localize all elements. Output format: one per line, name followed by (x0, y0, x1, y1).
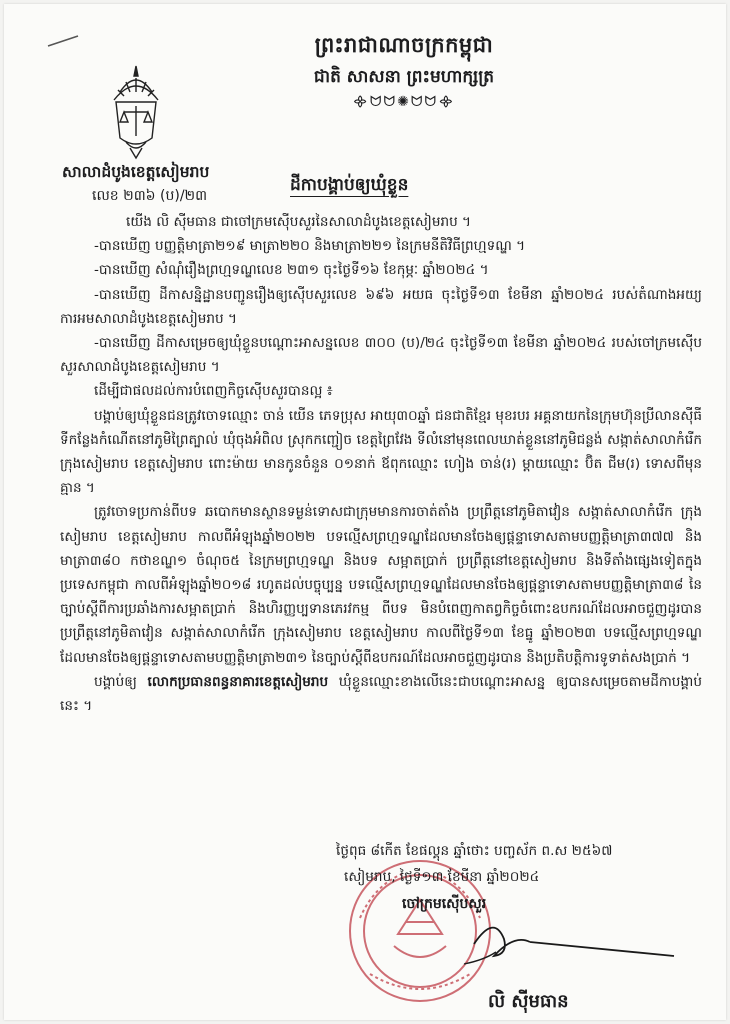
paragraph: បង្គាប់ឲ្យឃុំខ្លួនជនត្រូវចោទឈ្មោះ ចាន់ យើន ភេទប្រុស អាយុ៣០ឆ្នាំ ជនជាតិខ្មែរ មុខរបរ អគ្គនាយកនៃក្រុមហ៊ុនប្រីលានស៊ីធី ទីកន្លែងកំណើតនៅភូមិព្រៃត្បាល់ ឃុំចុងអំពិល ស្រុកកញ្ជៀច ខេត្តព្រៃវែង ទីលំនៅមុនពេលឃាត់ខ្លួននៅភូមិជន្លង់ សង្កាត់សាលាកំរើក ក្រុងសៀមរាប ខេត្តសៀមរាប ពោះម៉ាយ មានកូនចំនួន ០១នាក់ ឪពុកឈ្មោះ ហៀង ចាន់(រ) ម្ដាយឈ្មោះ ប៊ិត ជីម(រ) ទោសពីមុនគ្មាន ។ (60, 407, 702, 497)
pen-mark (46, 34, 80, 48)
paragraph: យើង លិ ស៊ីមធាន ជាចៅក្រមស៊ើបសួរនៃសាលាដំបូងខេត្តសៀមរាប ។ (126, 214, 471, 230)
closing-paragraph (60, 670, 702, 718)
national-motto: ជាតិ សាសនា ព្រះមហាក្សត្រ (313, 67, 495, 87)
paragraph: -បានឃើញ ដីកាសន្និដ្ឋានបញ្ជូនរឿងឲ្យស៊ើបសួរលេខ ៦៩៦ អយធ ចុះថ្ងៃទី១៣ ខែមីនា ឆ្នាំ២០២៤ របស់តំណាងអយ្យការអមសាលាដំបូងខេត្តសៀមរាប ។ (60, 286, 702, 327)
closing-prefix: បង្គាប់ឲ្យ (94, 673, 137, 690)
signer-name: លិ ស៊ីមធាន (488, 991, 569, 1012)
court-emblem-icon (104, 62, 168, 160)
closing-suffix: ឃុំខ្លួនឈ្មោះខាងលើនេះជាបណ្ដោះអាសន្ន ឲ្យបានសម្រេចតាមដីកាបង្គាប់នេះ ។ (60, 673, 702, 715)
paragraph: -បានឃើញ ដីកាសម្រេចឲ្យឃុំខ្លួនបណ្ដោះអាសន្នលេខ ៣០០ (ប)/២៤ ចុះថ្ងៃទី១៣ ខែមីនា ឆ្នាំ២០២៤ របស់ចៅក្រមស៊ើបសួរសាលាដំបូងខេត្តសៀមរាប ។ (60, 335, 702, 376)
handwritten-signature (434, 904, 684, 994)
closing-recipient: លោកប្រធានពន្ធនាគារខេត្តសៀមរាប (147, 673, 329, 690)
document-title: ដីកាបង្គាប់ឲ្យឃុំខ្លួន (290, 175, 409, 195)
kingdom-heading: ព្រះរាជាណាចក្រកម្ពុជា (314, 33, 494, 57)
paragraph: -បានឃើញ សំណុំរឿងព្រហ្មទណ្ឌលេខ ២៣១ ចុះថ្ងៃទី១៦ ខែកុម្ភៈ ឆ្នាំ២០២៤ ។ (94, 262, 489, 279)
lunar-date: ថ្ងៃពុធ ៨កើត ខែផល្គុន ឆ្នាំថោះ បញ្ចស័ក ព.ស ២៥៦៧ (336, 843, 613, 859)
paragraph: -បានឃើញ បញ្ញត្តិមាត្រា២១៩ មាត្រា២២០ និងមាត្រា២២១ នៃក្រមនីតិវិធីព្រហ្មទណ្ឌ ។ (94, 238, 526, 255)
ornament-divider: ᯽ᗢᗢ✺ᗢᗢ᯽ (352, 94, 456, 110)
document-page (4, 4, 726, 1020)
paragraph: ត្រូវចោទប្រកាន់ពីបទ ឆបោកមានស្ថានទម្ងន់ទោសជាក្រុមមានការចាត់តាំង ប្រព្រឹត្តនៅភូមិតាវៀន សង្កាត់សាលាកំរើក ក្រុងសៀមរាប ខេត្តសៀមរាប កាលពីអំឡុងឆ្នាំ២០២២ បទល្មើសព្រហ្មទណ្ឌដែលមានចែងឲ្យផ្ដន្ទាទោសតាមបញ្ញត្តិមាត្រា៣៧៧ និងមាត្រា៣៨០ កថាខណ្ឌ១ ចំណុច៥ នៃក្រមព្រហ្មទណ្ឌ និងបទ សម្អាតប្រាក់ ប្រព្រឹត្តនៅខេត្តសៀមរាប និងទីតាំងផ្សេងទៀតក្នុងប្រទេសកម្ពុជា កាលពីអំឡុងឆ្នាំ២០១៨ រហូតដល់បច្ចុប្បន្ន បទល្មើសព្រហ្មទណ្ឌដែលមានចែងឲ្យផ្ដន្ទាទោសតាមបញ្ញត្តិមាត្រា៣៨ នៃច្បាប់ស្ដីពីការប្រឆាំងការសម្អាតប្រាក់ និងហិរញ្ញប្បទានភេរវកម្ម ពីបទ មិនបំពេញកាតព្វកិច្ចចំពោះឧបករណ៍ដែលអាចជួញដូរបាន ប្រព្រឹត្តនៅភូមិតាវៀន សង្កាត់សាលាកំរើក ក្រុងសៀមរាប ខេត្តសៀមរាប កាលពីថ្ងៃទី១៣ ខែធ្នូ ឆ្នាំ២០២៣ បទល្មើសព្រហ្មទណ្ឌដែលមានចែងឲ្យផ្ដន្ទាទោសតាមបញ្ញត្តិមាត្រា២៣១ នៃច្បាប់ស្ដីពីឧបករណ៍ដែលអាចជួញដូរបាន និងប្រតិបត្តិការទូទាត់សងប្រាក់ ។ (60, 504, 702, 666)
document-body (60, 210, 702, 718)
solar-date: សៀមរាប, ថ្ងៃទី១៣ ខែមីនា ឆ្នាំ២០២៤ (344, 869, 540, 885)
document-number: លេខ ២៣៦ (ប)/២៣ (92, 188, 208, 204)
signer-title: ចៅក្រមស៊ើបសួរ (402, 896, 487, 912)
paragraph: ដើម្បីជាផលដល់ការបំពេញកិច្ចស៊ើបសួរបានល្អ ៖ (94, 383, 333, 400)
issuing-court: សាលាដំបូងខេត្តសៀមរាប (62, 163, 210, 181)
